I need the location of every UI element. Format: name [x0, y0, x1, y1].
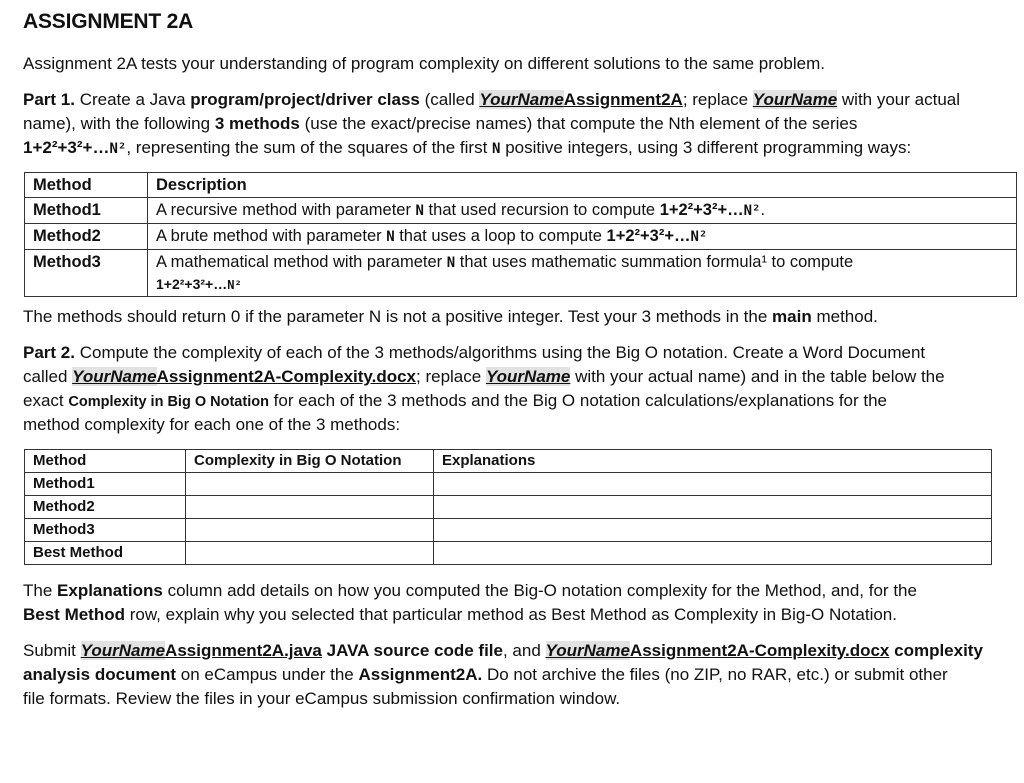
part1-label: Part 1.: [23, 90, 75, 109]
yourname-highlight: YourName: [545, 641, 630, 660]
complexity-cell: [186, 519, 434, 542]
page-title: ASSIGNMENT 2A: [23, 10, 194, 33]
table-row: Method2 A brute method with parameter N that uses a loop to compute 1+2²+3²+…N²: [25, 224, 1017, 250]
complexity-cell: [186, 496, 434, 519]
yourname-highlight: YourName: [72, 367, 157, 386]
explanation-cell: [434, 496, 992, 519]
complexity-table: [24, 449, 992, 565]
explanation-cell: [434, 519, 992, 542]
table-row: Best Method: [25, 542, 992, 565]
yourname-highlight: YourName: [485, 367, 571, 386]
yourname-highlight: YourName: [80, 641, 166, 660]
complexity-cell: [186, 473, 434, 496]
part1-paragraph: Part 1. Create a Java program/project/driver class (called YourNameAssignment2A; replace YourName with your actual name), with the following 3 methods (use the exact/precise names) that compute the Nth element of the series 1+2²+3²+…N², representing the sum of the squares of the first N positive integers, using 3 different programming ways:: [23, 90, 961, 157]
yourname-highlight: YourName: [479, 90, 564, 109]
part2-label: Part 2.: [23, 343, 75, 362]
submit-paragraph: Submit YourNameAssignment2A.java JAVA source code file, and YourNameAssignment2A-Complexity.docx complexity analysis document on eCampus under the Assignment2A. Do not archive the files (no ZIP, no RAR, etc.) or submit other file formats. Review the files in your eCampus submission confirmation window.: [23, 641, 983, 708]
yourname-highlight: YourName: [752, 90, 838, 109]
complexity-cell: [186, 542, 434, 565]
explanations-paragraph: The Explanations column add details on how you computed the Big-O notation complexity for the Method, and, for the Best Method row, explain why you selected that particular method as Best Method as Complexity in Big-O Notation.: [23, 581, 917, 624]
filename: Assignment2A-Complexity.docx: [156, 367, 417, 386]
table-header-row: Method Complexity in Big O Notation Explanations: [25, 450, 992, 473]
explanation-cell: [434, 473, 992, 496]
table-row: Method1: [25, 473, 992, 496]
table-row: Method3 A mathematical method with parameter N that uses mathematic summation formula¹ to compute 1+2²+3²+…N²: [25, 250, 1017, 297]
part2-paragraph: Part 2. Compute the complexity of each of the 3 methods/algorithms using the Big O notation. Create a Word Document called YourNameAssignment2A-Complexity.docx; replace YourName with your actual name) and in the table below the exact Complexity in Big O Notation for each of the 3 methods and the Big O notation calculations/explanations for the method complexity for each one of the 3 methods:: [23, 343, 945, 434]
methods-note: The methods should return 0 if the parameter N is not a positive integer. Test your 3 methods in the main method.: [23, 307, 878, 326]
table-row: Method2: [25, 496, 992, 519]
table-header-row: Method Description: [25, 173, 1017, 198]
filename: Assignment2A: [563, 90, 683, 109]
methods-table: [24, 172, 1017, 297]
filename: Assignment2A.java: [165, 641, 322, 660]
filename: Assignment2A-Complexity.docx: [629, 641, 890, 660]
series-formula: 1+2²+3²+…: [23, 138, 110, 157]
table-row: Method1 A recursive method with parameter N that used recursion to compute 1+2²+3²+…N².: [25, 198, 1017, 224]
table-row: Method3: [25, 519, 992, 542]
explanation-cell: [434, 542, 992, 565]
intro-paragraph: Assignment 2A tests your understanding of program complexity on different solutions to the same problem.: [23, 54, 825, 73]
